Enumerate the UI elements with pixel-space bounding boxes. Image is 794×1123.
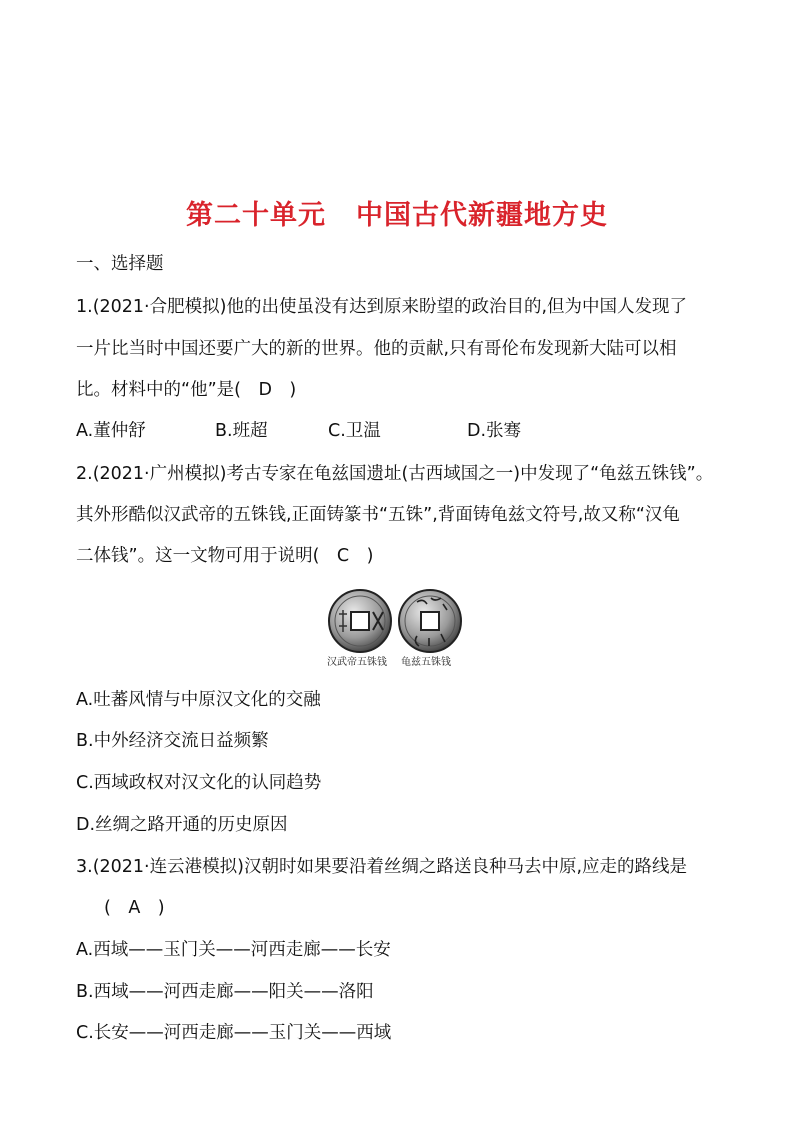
q3-option-a: A.西域——玉门关——河西走廊——长安 (76, 940, 391, 960)
q1-line-3: 比。材料中的“他”是( D ) (76, 380, 297, 400)
coin-caption-han: 汉武帝五铢钱 (327, 657, 387, 668)
section-heading: 一、选择题 (76, 254, 164, 274)
title-unit: 第二十单元 (186, 200, 326, 231)
q1-option-d: D.张骞 (467, 421, 522, 441)
q1-line-1: 1.(2021·合肥模拟)他的出使虽没有达到原来盼望的政治目的,但为中国人发现了 (76, 297, 688, 317)
qiuci-coin (399, 590, 461, 652)
q3-option-c: C.长安——河西走廊——玉门关——西域 (76, 1023, 392, 1043)
title-topic: 中国古代新疆地方史 (356, 200, 608, 231)
coins-illustration (325, 588, 467, 654)
coin-caption-qiuci: 龟兹五铢钱 (401, 657, 451, 668)
q1-line-2: 一片比当时中国还要广大的新的世界。他的贡献,只有哥伦布发现新大陆可以相 (76, 339, 677, 359)
q1-option-c: C.卫温 (328, 421, 381, 441)
coins-image (325, 588, 467, 670)
q2-line-1: 2.(2021·广州模拟)考古专家在龟兹国遗址(古西域国之一)中发现了“龟兹五铢钱”。 (76, 464, 714, 484)
page-title (0, 193, 794, 232)
q2-option-d: D.丝绸之路开通的历史原因 (76, 815, 288, 835)
q2-option-c: C.西域政权对汉文化的认同趋势 (76, 773, 322, 793)
q1-option-b: B.班超 (215, 421, 268, 441)
q3-option-b: B.西域——河西走廊——阳关——洛阳 (76, 982, 374, 1002)
q2-line-2: 其外形酷似汉武帝的五铢钱,正面铸篆书“五铢”,背面铸龟兹文符号,故又称“汉龟 (76, 505, 680, 525)
q2-option-a: A.吐蕃风情与中原汉文化的交融 (76, 690, 321, 710)
q3-answer: ( A ) (104, 898, 165, 918)
q2-option-b: B.中外经济交流日益频繁 (76, 731, 269, 751)
han-coin (329, 590, 391, 652)
q2-line-3: 二体钱”。这一文物可用于说明( C ) (76, 546, 374, 566)
q3-line-1: 3.(2021·连云港模拟)汉朝时如果要沿着丝绸之路送良种马去中原,应走的路线是 (76, 857, 688, 877)
q1-option-a: A.董仲舒 (76, 421, 146, 441)
